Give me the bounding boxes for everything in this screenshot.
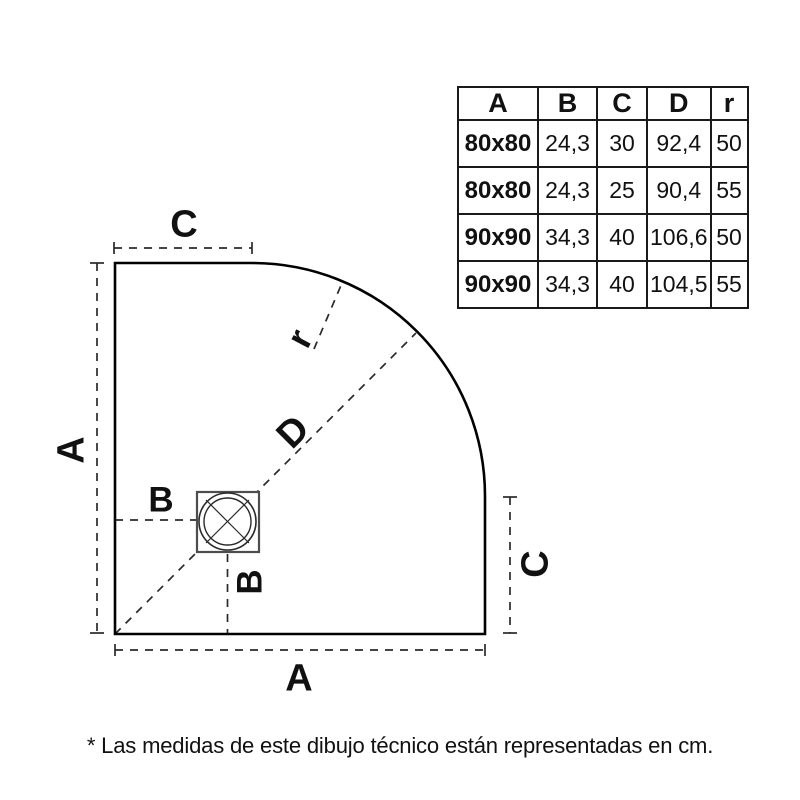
table-row xyxy=(458,214,748,261)
label-a-bottom: A xyxy=(285,657,313,700)
table-header-row xyxy=(458,87,748,120)
table-header-c: C xyxy=(597,87,647,120)
cell-b: 34,3 xyxy=(538,261,597,308)
label-c-right: C xyxy=(514,550,557,578)
dimensions-table xyxy=(457,86,749,309)
cell-size: 80x80 xyxy=(458,167,538,214)
footnote: * Las medidas de este dibujo técnico están representadas en cm. xyxy=(86,733,714,758)
cell-r: 50 xyxy=(711,214,748,261)
cell-c: 40 xyxy=(597,261,647,308)
cell-d: 92,4 xyxy=(647,120,711,167)
cell-size: 90x90 xyxy=(458,214,538,261)
cell-size: 90x90 xyxy=(458,261,538,308)
cell-b: 24,3 xyxy=(538,120,597,167)
cell-c: 25 xyxy=(597,167,647,214)
cell-c: 30 xyxy=(597,120,647,167)
table-row xyxy=(458,120,748,167)
cell-r: 55 xyxy=(711,261,748,308)
cell-d: 106,6 xyxy=(647,214,711,261)
table-header-a: A xyxy=(458,87,538,120)
cell-r: 55 xyxy=(711,167,748,214)
table-row xyxy=(458,167,748,214)
label-d-diagonal: D xyxy=(268,407,318,457)
label-c-top: C xyxy=(170,203,198,246)
cell-b: 34,3 xyxy=(538,214,597,261)
cell-d: 90,4 xyxy=(647,167,711,214)
dim-line-r-radius xyxy=(314,283,342,349)
cell-d: 104,5 xyxy=(647,261,711,308)
table-header-d: D xyxy=(647,87,711,120)
table-header-b: B xyxy=(538,87,597,120)
drain xyxy=(197,492,259,552)
label-a-left: A xyxy=(50,436,93,464)
cell-r: 50 xyxy=(711,120,748,167)
label-b-horizontal: B xyxy=(148,480,174,520)
label-b-vertical: B xyxy=(230,569,270,595)
cell-b: 24,3 xyxy=(538,167,597,214)
table-row xyxy=(458,261,748,308)
table-header-r: r xyxy=(711,87,748,120)
cell-c: 40 xyxy=(597,214,647,261)
label-r-radius: r xyxy=(278,322,321,355)
cell-size: 80x80 xyxy=(458,120,538,167)
